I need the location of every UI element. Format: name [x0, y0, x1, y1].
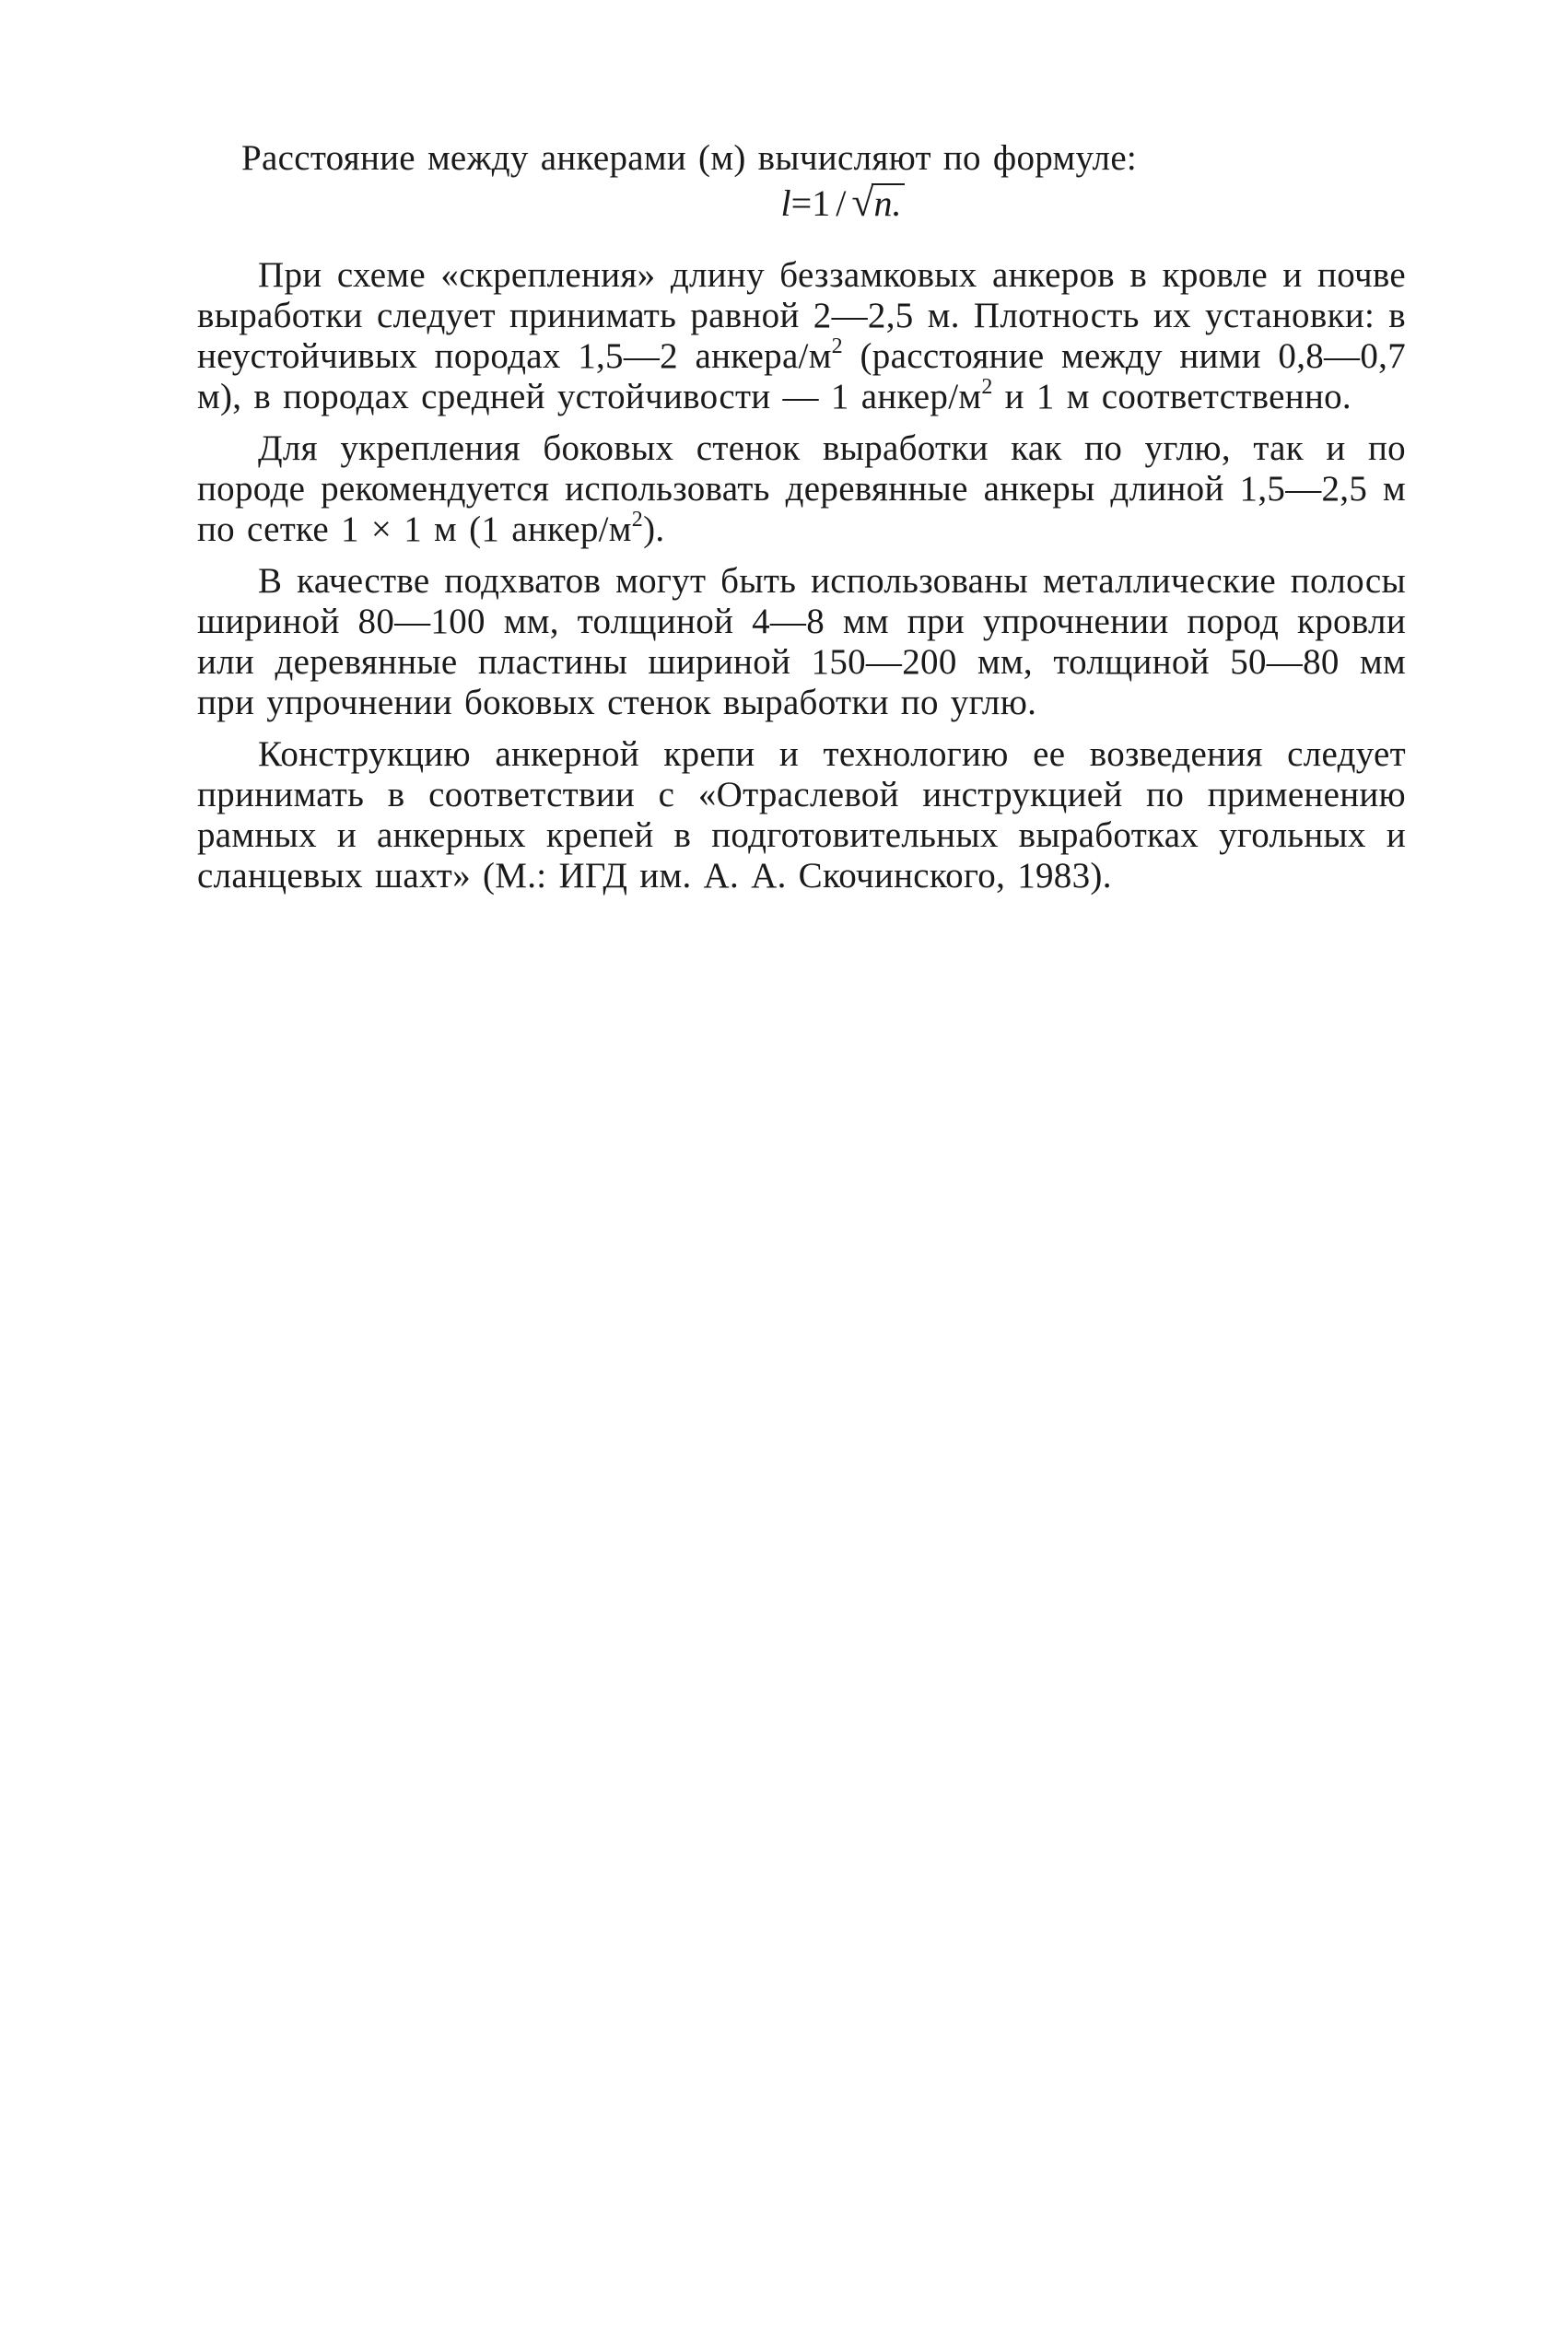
paragraph-2-text-2: ). — [643, 509, 665, 549]
paragraph-fastening-scheme — [197, 255, 1406, 417]
paragraph-supports: В качестве подхватов могут быть использованы металлические полосы шириной 80—100 мм, толщиной 4—8 мм при упрочнении пород кровли или деревянные пластины шириной 150—200 мм, толщиной 50—80 мм при упрочнении боковых стенок выработки по углю. — [197, 561, 1406, 722]
paragraph-2-text-1: Для укрепления боковых стенок выработки как по углю, так и по породе рекомендуется использовать деревянные анкеры длиной 1,5—2,5 м по сетке 1 × 1 м (1 анкер/м — [197, 428, 1406, 549]
formula-radicand: n. — [872, 183, 905, 222]
formula-one: 1 — [812, 182, 831, 224]
anchor-spacing-formula — [197, 181, 1406, 226]
formula-radical-sign: √ — [851, 180, 874, 225]
paragraph-side-walls — [197, 428, 1406, 550]
formula-equals: = — [790, 182, 813, 224]
paragraph-1-text-1: При схеме «скрепления» длину беззамковых анкеров в кровле и почве выработки следует принимать равной 2—2,5 м. Плотность их установки: в неустойчивых породах 1,5—2 анкера/м — [197, 255, 1406, 376]
paragraph-1-text-2: (расстояние между ними 0,8—0,7 м), в породах средней устойчивости — 1 анкер/м — [197, 336, 1406, 416]
document-page — [197, 138, 1406, 896]
formula-intro: Расстояние между анкерами (м) вычисляют по формуле: — [241, 138, 1138, 178]
paragraph-construction: Конструкцию анкерной крепи и технологию ее возведения следует принимать в соответствии с «Отраслевой инструкцией по применению рамных и анкерных крепей в подготовительных выработках угольных и сланцевых шахт» (М.: ИГД им. А. А. Скочинского, 1983). — [197, 734, 1406, 896]
paragraph-2-sup-1: 2 — [631, 508, 644, 532]
formula-lhs: l — [780, 182, 791, 224]
paragraph-1-text-3: и 1 м соответственно. — [992, 377, 1352, 416]
paragraph-1-sup-2: 2 — [981, 375, 993, 399]
formula-slash: / — [836, 182, 847, 224]
paragraph-1-sup-1: 2 — [831, 334, 843, 358]
